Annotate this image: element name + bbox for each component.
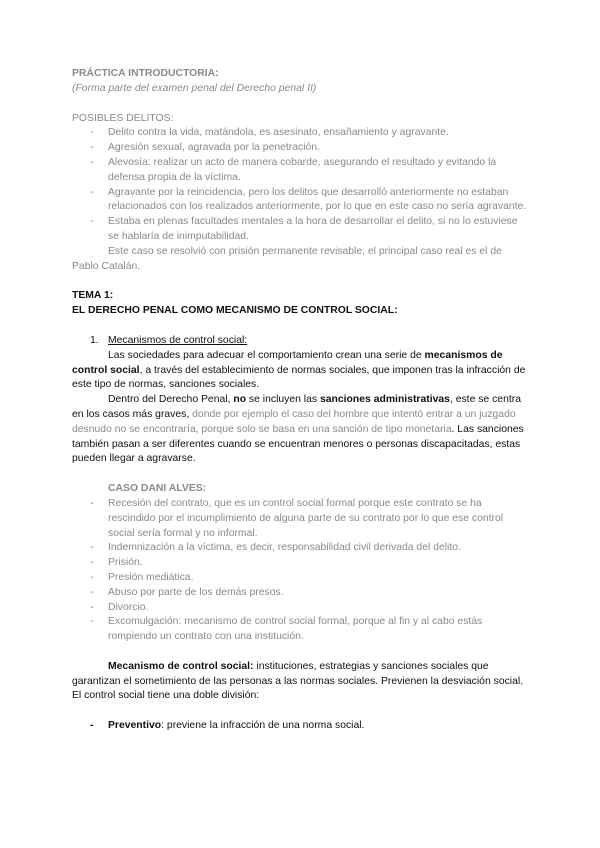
text-run: , este se centra en los casos más graves,	[72, 394, 521, 420]
document-page	[72, 67, 528, 734]
caso-list	[72, 497, 528, 645]
text-run: , a través del establecimiento de normas sociales, que imponen tras la infracción de este tipo de normas, sanciones sociales.	[72, 364, 526, 391]
section-number: 1.	[90, 334, 99, 346]
text-run: . Las sanciones también pasan a ser diferentes cuando se encuentran menores o personas discapacitadas, estas pueden llegar a agravarse.	[72, 423, 524, 465]
section-title: Mecanismos de control social:	[108, 334, 248, 346]
list-item: - Estaba en plenas facultades mentales a la hora de desarrollar el delito, si no lo estuviese se hablaría de inimputabilidad.	[72, 215, 528, 245]
list-item: - Delito contra la vida, matándola, es asesinato, ensañamiento y agravante.	[72, 126, 528, 141]
list-item: - Excomulgación: mecanismo de control social formal, porque al fin y al cabo estás rompiendo un contrato con una institución.	[72, 615, 528, 645]
term-bold: Mecanismo de control social:	[108, 660, 254, 672]
list-item: - Divorcio.	[72, 601, 528, 616]
list-item: - Abuso por parte de los demás presos.	[72, 586, 528, 601]
text-run: se incluyen las	[246, 394, 320, 406]
delitos-list	[72, 126, 528, 244]
text-run: : previene la infracción de una norma social.	[161, 720, 365, 732]
intro-title: PRÁCTICA INTRODUCTORIA:	[72, 68, 219, 79]
intro-subtitle: (Forma parte del examen penal del Derecho penal II)	[72, 82, 317, 94]
section-heading	[72, 334, 528, 349]
list-item: - Prisión.	[72, 556, 528, 571]
text-run: instituciones, estrategias y sanciones sociales que garantizan el sometimiento de las personas a las normas sociales. Previenen la desviación social. El control social tiene una doble división:	[72, 660, 524, 702]
text-run-gray: donde por ejemplo el caso del hombre que intentó entrar a un juzgado desnudo no se encontraría, porque solo se basa en una sanción de tipo monetaria	[72, 408, 516, 435]
mecanismo-paragraph	[72, 660, 528, 704]
list-item: - Agresión sexual, agravada por la penetración.	[72, 141, 528, 156]
tema-number: TEMA 1:	[72, 290, 114, 302]
list-item: - Agravante por la reincidencia, pero los delitos que desarrolló anteriormente no estaban relacionados con los realizados anteriormente, por lo que en este caso no sería agravante.	[72, 186, 528, 216]
text-run: Las sociedades para adecuar el comportamiento crean una serie de	[108, 349, 425, 361]
text-run: Dentro del Derecho Penal,	[108, 394, 234, 406]
tema-title: EL DERECHO PENAL COMO MECANISMO DE CONTROL SOCIAL:	[72, 305, 398, 317]
list-item: - Recesión del contrato, que es un control social formal porque este contrato se ha rescindido por el incumplimiento de alguna parte de su contrato por lo que ese control social sería formal y no informal.	[72, 497, 528, 541]
term-bold: Preventivo	[108, 720, 162, 732]
list-item: - Presión mediática.	[72, 571, 528, 586]
text-run-bold: mecanismos de control social	[72, 349, 503, 376]
delitos-heading: POSIBLES DELITOS:	[72, 112, 174, 124]
section-paragraph-1	[72, 349, 528, 393]
list-item: - Alevosía: realizar un acto de manera cobarde, asegurando el resultado y evitando la defensa propia de la víctima.	[72, 156, 528, 186]
text-run-bold: no	[233, 394, 247, 406]
list-item: - Indemnización a la víctima, es decir, responsabilidad civil derivada del delito.	[72, 541, 528, 556]
text-run-bold: sanciones administrativas	[319, 394, 450, 406]
preventivo-item	[72, 719, 528, 734]
delitos-closing: Este caso se resolvió con prisión permanente revisable, el principal caso real es el de Pablo Catalán.	[72, 245, 502, 272]
section-paragraph-2	[72, 393, 528, 467]
caso-heading: CASO DANI ALVES:	[108, 483, 207, 495]
